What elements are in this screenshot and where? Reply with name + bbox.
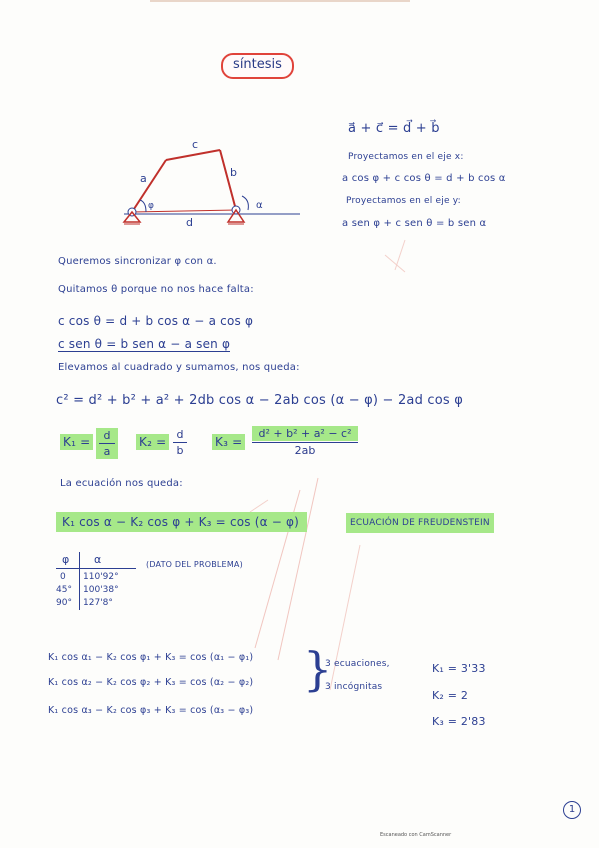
square-statement: Elevamos al cuadrado y sumamos, nos queda: — [58, 362, 300, 373]
k1-fraction: d a — [96, 428, 118, 459]
system-equation-1: K₁ cos α₁ − K₂ cos φ₁ + K₃ = cos (α₁ − φ₁) — [48, 652, 254, 663]
freudenstein-equation: K₁ cos α − K₂ cos φ + K₃ = cos (α − φ) — [56, 512, 307, 532]
k2-fraction: d b — [173, 428, 187, 457]
table-note: (DATO DEL PROBLEMA) — [146, 560, 243, 569]
link-b — [220, 150, 236, 210]
equation-cos-theta: c cos θ = d + b cos α − a cos φ — [58, 314, 254, 328]
projection-y-title: Proyectamos en el eje y: — [346, 196, 461, 206]
projection-x-title: Proyectamos en el eje x: — [348, 152, 464, 162]
system-note-equations: 3 ecuaciones, — [325, 659, 390, 669]
projection-y-equation: a sen φ + c sen θ = b sen α — [342, 218, 487, 229]
scanner-footer: Escaneado con CamScanner — [380, 832, 452, 838]
table-row-1-phi: 0 — [60, 572, 66, 582]
system-note-unknowns: 3 incógnitas — [325, 682, 383, 692]
label-d: d — [186, 216, 193, 229]
result-k2: K₂ = 2 — [432, 689, 469, 702]
result-k3: K₃ = 2'83 — [432, 715, 486, 728]
link-c — [166, 150, 220, 160]
system-equation-3: K₁ cos α₃ − K₂ cos φ₃ + K₃ = cos (α₃ − φ₃) — [48, 705, 254, 716]
result-k1: K₁ = 3'33 — [432, 662, 486, 675]
table-header-alpha: α — [94, 553, 102, 566]
label-b: b — [230, 166, 237, 179]
freudenstein-name: ECUACIÓN DE FREUDENSTEIN — [346, 513, 494, 533]
label-c: c — [192, 138, 199, 151]
k3-fraction: d² + b² + a² − c² 2ab — [252, 426, 358, 457]
page-title: síntesis — [221, 53, 294, 79]
k1-label: K₁ = — [60, 434, 93, 450]
projection-x-equation: a cos φ + c cos θ = d + b cos α — [342, 173, 506, 184]
k3-label: K₃ = — [212, 434, 245, 450]
system-brace: } — [303, 642, 333, 696]
table-row-3-phi: 90° — [56, 598, 72, 608]
table-row-3-alpha: 127'8° — [83, 598, 113, 608]
table-row-2-alpha: 100'38° — [83, 585, 119, 595]
equation-sen-theta: c sen θ = b sen α − a sen φ — [58, 337, 231, 351]
label-phi: φ — [148, 201, 154, 211]
table-row-2-phi: 45° — [56, 585, 72, 595]
label-alpha: α — [256, 200, 263, 211]
result-intro: La ecuación nos queda: — [60, 478, 183, 489]
label-a: a — [140, 172, 147, 185]
k2-label: K₂ = — [136, 434, 169, 450]
table-header-phi: φ — [62, 553, 70, 566]
page-number: 1 — [563, 801, 581, 819]
vector-equation: a⃗ + c⃗ = d⃗ + b⃗ — [348, 121, 440, 136]
expanded-equation: c² = d² + b² + a² + 2db cos α − 2ab cos (α − φ) − 2ad cos φ — [56, 393, 463, 408]
data-table — [56, 552, 140, 612]
remove-statement: Quitamos θ porque no nos hace falta: — [58, 284, 254, 295]
four-bar-diagram — [110, 130, 310, 230]
table-row-1-alpha: 110'92° — [83, 572, 119, 582]
system-equation-2: K₁ cos α₂ − K₂ cos φ₂ + K₃ = cos (α₂ − φ₂) — [48, 677, 254, 688]
sync-statement: Queremos sincronizar φ con α. — [58, 256, 217, 267]
